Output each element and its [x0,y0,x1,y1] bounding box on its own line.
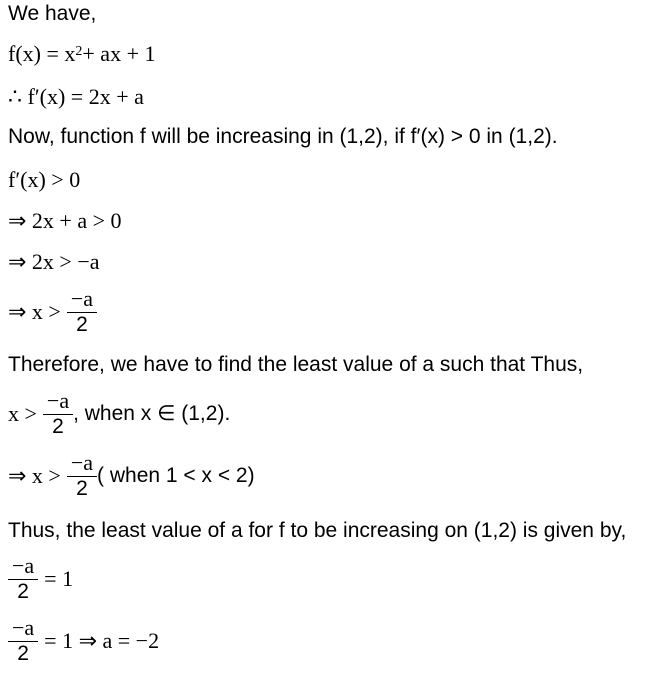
inequality-5 [8,388,230,439]
inequality-2 [8,208,122,234]
inequality-1 [8,167,80,193]
derivative-line [8,84,144,110]
equation-2 [8,615,159,666]
fraction-numerator: −a [70,286,94,311]
conclusion-text: Thus, the least value of a for f to be increasing on (1,2) is given by, [8,519,627,542]
inequality-4-prefix: ⇒ x > [8,298,61,324]
function-lhs: f(x) = x [8,41,76,66]
condition-text: Now, function f will be increasing in (1,2), if f′(x) > 0 in (1,2). [8,125,558,148]
exponent: 2 [75,44,83,59]
fraction-denominator: 2 [8,579,38,604]
equation-1-rhs: = 1 [44,565,74,591]
inequality-5-suffix: , when x ∈ (1,2). [73,402,231,425]
condition-statement [8,125,558,149]
fraction-neg-a-over-2 [10,553,36,604]
fraction-denominator: 2 [67,476,97,501]
equation-1 [8,553,73,604]
inequality-6 [8,450,255,501]
fraction-denominator: 2 [8,641,38,666]
therefore-text: Therefore, we have to find the least value of a such that Thus, [8,353,584,376]
fraction-numerator: −a [12,615,35,640]
fraction-numerator: −a [46,388,70,413]
fraction-numerator: −a [12,553,35,578]
inequality-1-text: f′(x) > 0 [8,167,81,192]
fraction-denominator: 2 [43,414,73,439]
therefore-statement [8,353,583,377]
inequality-4 [8,286,97,337]
conclusion-statement [8,519,626,543]
inequality-6-suffix: ( when 1 < x < 2) [97,463,255,487]
function-rhs: + ax + 1 [82,41,156,66]
intro-label: We have, [8,2,97,25]
fraction-numerator: −a [70,450,94,475]
fraction-neg-a-over-2 [69,286,95,337]
inequality-5-prefix: x > [8,400,37,426]
intro-text [8,2,96,26]
equation-2-rhs: = 1 ⇒ a = −2 [44,627,160,653]
inequality-2-text: ⇒ 2x + a > 0 [8,208,122,233]
inequality-3-text: ⇒ 2x > −a [8,249,100,274]
fraction-neg-a-over-2 [45,388,71,439]
fraction-neg-a-over-2 [10,615,36,666]
derivative-expression: ∴ f′(x) = 2x + a [8,84,144,109]
fraction-denominator: 2 [67,312,97,337]
inequality-3 [8,249,100,275]
function-definition [8,41,155,67]
fraction-neg-a-over-2 [69,450,95,501]
inequality-6-prefix: ⇒ x > [8,462,61,488]
